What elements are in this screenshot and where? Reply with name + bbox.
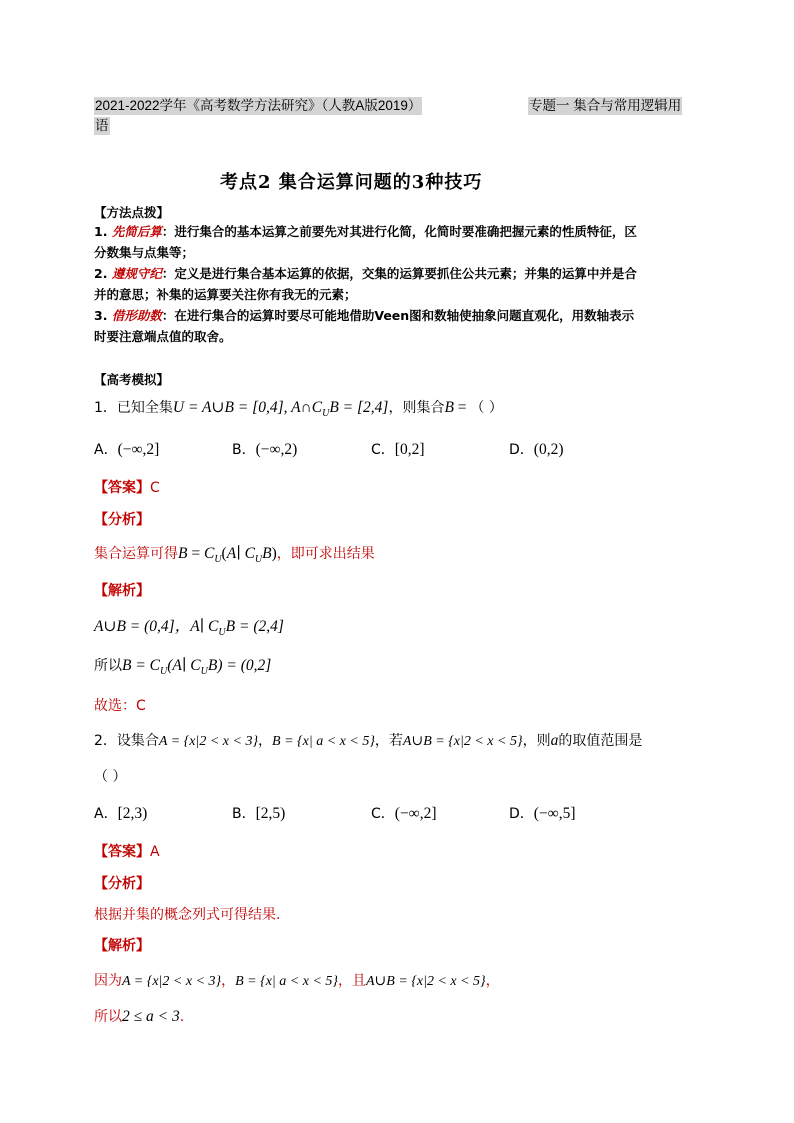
tip-2-line-2: 并的意思；补集的运算要关注你有我无的元素； xyxy=(94,287,357,302)
q2-answer: 【答案】A xyxy=(94,844,160,860)
q2-conclusion: 所以2 ≤ a < 3. xyxy=(94,1008,185,1025)
q2-option-d: D．(−∞,5] xyxy=(509,805,576,822)
q1-option-a: A．(−∞,2] xyxy=(94,441,160,458)
q2-option-a: A．[2,3) xyxy=(94,805,148,822)
q1-option-b: B．(−∞,2) xyxy=(232,441,298,458)
q2-analysis: 根据并集的概念列式可得结果. xyxy=(94,907,281,923)
header-left: 2021-2022学年《高考数学方法研究》（人教A版2019） xyxy=(95,98,422,113)
tip-1-keyword: 先简后算 xyxy=(111,224,162,239)
q2-paren: （ ） xyxy=(94,769,127,785)
q1-option-c: C．[0,2] xyxy=(371,441,425,458)
q1-solution-label: 【解析】 xyxy=(94,583,150,599)
sim-heading: 【高考模拟】 xyxy=(94,372,170,387)
q1-solution-line-2: 所以$B = C_U(A∣$ $C_UB) = (0,2]$ xyxy=(94,657,272,678)
q1-analysis: 集合运算可得$B = C_U(A∣$ $C_UB$)，即可求出结果 xyxy=(94,545,375,566)
q1-choice: 故选：C xyxy=(94,698,146,714)
tip-2-keyword: 遵规守纪 xyxy=(111,266,162,281)
method-heading: 【方法点拨】 xyxy=(94,205,170,220)
q1-answer: 【答案】C xyxy=(94,480,160,496)
q2-solution-label: 【解析】 xyxy=(94,938,150,954)
header-right: 专题一 集合与常用逻辑用 xyxy=(529,98,682,113)
tip-3-line-2: 时要注意端点值的取舍。 xyxy=(94,329,232,344)
q1-formula: U = A∪B = [0,4], $A\cap C_UB = [2,4]$ xyxy=(172,399,389,420)
header-wrap: 语 xyxy=(95,118,109,133)
tip-1-line-1: 1. 先简后算：进行集合的基本运算之前要先对其进行化简，化简时要准确把握元素的性质特征，区 xyxy=(94,224,637,239)
q1-solution-line-1: A∪B = (0,4]，A∣ $C_UB = (2,4]$ xyxy=(94,618,284,639)
q1-option-d: D．(0,2) xyxy=(509,441,564,458)
tip-3-keyword: 借形助数 xyxy=(111,308,162,323)
q1-stem: 1．已知全集U = A∪B = [0,4], $A\cap C_UB = [2,4]$，则集合B = （ ） xyxy=(94,399,503,420)
q2-option-b: B．[2,5) xyxy=(232,805,286,822)
q2-stem: 2．设集合A = {x|2 < x < 3}，B = {x| a < x < 5}，若A∪B = {x|2 < x < 5}，则a的取值范围是 xyxy=(94,732,643,749)
tip-2-line-1: 2. 遵规守纪：定义是进行集合基本运算的依据，交集的运算要抓住公共元素；并集的运算中并是合 xyxy=(94,266,637,281)
q1-analysis-label: 【分析】 xyxy=(94,512,150,528)
tip-1-line-2: 分数集与点集等； xyxy=(94,245,195,260)
q2-analysis-label: 【分析】 xyxy=(94,876,150,892)
q2-option-c: C．(−∞,2] xyxy=(371,805,437,822)
q2-solution-line-1: 因为A = {x|2 < x < 3}，B = {x| a < x < 5}，且A∪B = {x|2 < x < 5}， xyxy=(94,973,500,989)
tip-3-line-1: 3. 借形助数：在进行集合的运算时要尽可能地借助Veen图和数轴使抽象问题直观化，用数轴表示 xyxy=(94,308,635,323)
page-title: 考点2 集合运算问题的3种技巧 xyxy=(220,172,483,193)
